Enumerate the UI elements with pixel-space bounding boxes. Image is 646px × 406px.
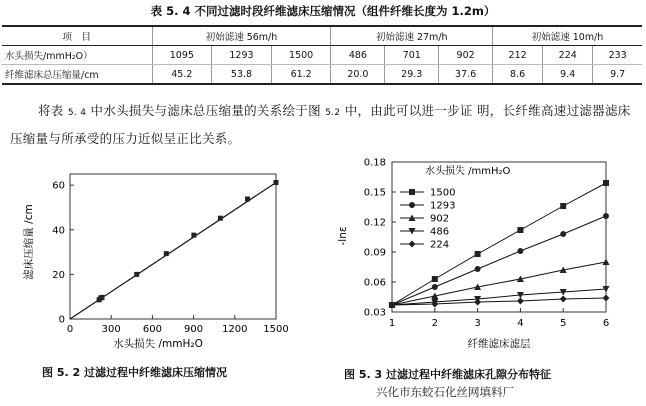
fig3-legend-title: 水头损失 /mmH₂O [425, 166, 511, 177]
fig3-legend-marker [409, 189, 415, 195]
fig3-data-point [560, 231, 566, 237]
fig2-x-axis-label: 水头损失 /mmH₂O [113, 338, 203, 350]
header-cell: 项 目 [2, 26, 152, 46]
fig3-x-tick-label: 4 [517, 318, 524, 329]
fig3-data-point [517, 298, 524, 305]
table-reference: 5. 4 [67, 108, 87, 118]
fig2-y-tick-label: 20 [52, 269, 65, 281]
header-cell: 初始滤速 27m/h [331, 26, 493, 46]
fig3-data-point [603, 295, 610, 302]
table-cell: 45.2 [152, 65, 212, 85]
table-cell: 1095 [152, 46, 212, 65]
fig3-x-tick-label: 6 [602, 318, 610, 329]
fig3-data-point [603, 213, 609, 219]
fig2-data-point [164, 251, 169, 256]
fig2-data-point [274, 180, 279, 185]
table-cell: 20.0 [331, 65, 385, 85]
paragraph-text: 中水头损失与滤床总压缩量的关系绘于图 [86, 103, 326, 118]
table-cell: 61.2 [271, 65, 331, 85]
table-cell: 9.4 [543, 65, 593, 85]
fig3-data-point [432, 276, 438, 282]
table-cell: 212 [493, 46, 543, 65]
fig2-data-point [245, 196, 250, 201]
fig3-y-tick-label: 0.18 [363, 157, 386, 169]
fig2-caption: 图 5. 2 过滤过程中纤维滤床压缩情况 [42, 366, 227, 379]
fig3-x-tick-label: 5 [560, 318, 567, 329]
header-cell: 初始滤速 10m/h [493, 26, 642, 46]
fig3-y-axis-label: -lnε [337, 226, 349, 246]
row-label: 纤维滤床总压缩量/cm [2, 65, 152, 85]
table-header-row [2, 26, 642, 46]
fig3-data-point [517, 227, 523, 233]
fig3-data-point [432, 284, 438, 290]
fig3-chart [334, 152, 644, 352]
fig2-data-point [134, 272, 139, 277]
header-cell: 初始滤速 56m/h [152, 26, 331, 46]
fig3-legend [400, 188, 455, 251]
fig2-data-point [218, 216, 223, 221]
fig3-x-tick-label: 3 [474, 318, 481, 329]
fig3-series-line-224 [392, 298, 606, 305]
fig3-y-tick-label: 0.15 [363, 187, 386, 199]
fig2-x-tick-label: 600 [142, 324, 162, 335]
table-cell: 224 [543, 46, 593, 65]
table-cell: 1500 [271, 46, 331, 65]
fig3-x-axis-label: 纤维滤床滤层 [467, 338, 531, 350]
fig2-data-point [191, 233, 196, 238]
fig3-y-tick-label: 0.03 [363, 307, 386, 319]
fig2-y-tick-label: 40 [52, 225, 65, 237]
fig3-y-tick-label: 0.06 [363, 277, 386, 289]
fig3-data-point [560, 203, 566, 209]
fig3-y-tick-label: 0.09 [363, 247, 386, 259]
fig2-x-tick-label: 300 [101, 324, 121, 335]
fig3-x-tick-label: 1 [388, 318, 396, 329]
paragraph-text: 中，由此可以进一步证 明，长纤维高速过滤器滤床压缩量与所承受的压力近似呈正比关系。 [10, 103, 631, 146]
fig3-caption: 图 5. 3 过滤过程中纤维滤床孔隙分布特征 [344, 368, 551, 381]
table-cell: 701 [385, 46, 439, 65]
fig2-y-axis-label: 滤床压缩量 /cm [23, 204, 35, 280]
fig2-marks [70, 180, 279, 319]
fig3-legend-label: 1293 [430, 200, 456, 212]
data-table [2, 25, 642, 85]
fig2-y-tick-label: 60 [52, 180, 65, 192]
fig3-series-line-1500 [392, 183, 606, 305]
fig3-legend-marker [409, 241, 416, 248]
fig2-x-tick-label: 900 [184, 324, 204, 335]
table-caption: 表 5. 4 不同过滤时段纤维滤床压缩情况（组件纤维长度为 1.2m） [150, 4, 496, 18]
table-row [2, 46, 642, 65]
fig3-data-point [517, 248, 523, 254]
fig3-legend-label: 902 [430, 213, 450, 225]
fig3-data-point [603, 180, 609, 186]
fig2-data-point [99, 295, 104, 300]
fig2-x-tick-label: 1200 [222, 324, 248, 335]
fig2-x-tick-label: 1500 [263, 324, 289, 335]
fig2-x-tick-label: 0 [66, 324, 74, 335]
fig3-legend-marker [409, 202, 415, 208]
table-cell: 8.6 [493, 65, 543, 85]
table-cell: 53.8 [212, 65, 272, 85]
fig3-data-point [603, 259, 610, 266]
fig3-data-point [560, 296, 567, 303]
table-cell: 902 [439, 46, 493, 65]
fig3-y-tick-label: 0.12 [363, 217, 386, 229]
fig2-y-tick-label: 0 [58, 314, 65, 326]
table-cell: 29.3 [385, 65, 439, 85]
fig3-plot-frame [392, 162, 606, 312]
body-paragraph [10, 98, 638, 151]
fig3-data-point [475, 266, 481, 272]
fig3-legend-label: 224 [430, 239, 450, 251]
table-cell: 37.6 [439, 65, 493, 85]
fig3-legend-label: 1500 [430, 187, 456, 199]
row-label: 水头损失/mmH₂O） [2, 46, 152, 65]
table-cell: 1293 [212, 46, 272, 65]
table-cell: 233 [593, 46, 642, 65]
table-cell: 9.7 [593, 65, 642, 85]
paragraph-text: 将表 [38, 103, 68, 118]
watermark-text: 兴化市东蛟石化丝网填料厂 [376, 385, 514, 399]
fig3-x-tick-label: 2 [431, 318, 438, 329]
table-row [2, 65, 642, 85]
fig2-chart [18, 166, 294, 352]
fig3-data-point [475, 251, 481, 257]
table-cell: 486 [331, 46, 385, 65]
fig3-legend-label: 486 [430, 226, 450, 238]
figure-reference: 5.2 [325, 108, 341, 118]
